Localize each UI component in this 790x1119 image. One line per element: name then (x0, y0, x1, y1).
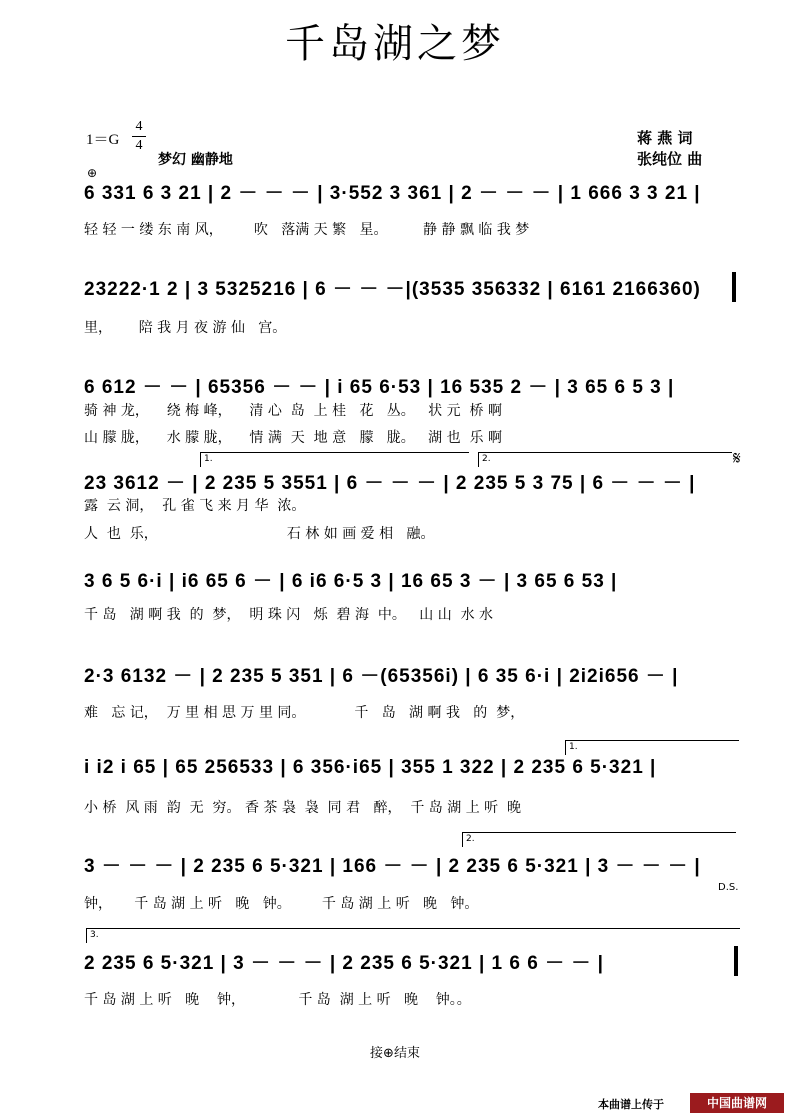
volta-bracket: 3. (86, 928, 740, 943)
notation-line: 23222·1 2 | 3 5325216 | 6 － － －|(3535 356332 | 6161 2166360) (84, 279, 701, 300)
composer-credit: 张纯位 曲 (637, 150, 703, 168)
meter-bottom: 4 (132, 136, 146, 155)
score-row-1 (84, 178, 744, 208)
score-row-5 (84, 566, 744, 596)
repeat-bar (732, 272, 736, 302)
notation-line: 3 － － － | 2 235 6 5·321 | 166 － － | 2 235 6 5·321 | 3 － － － | (84, 856, 701, 877)
key-signature: 1＝G (86, 132, 120, 148)
notation-line: 2 235 6 5·321 | 3 － － － | 2 235 6 5·321 | 1 6 6 － － | (84, 953, 604, 974)
lyric-line: 千 岛 湖 啊 我 的 梦， 明 珠 闪 烁 碧 海 中。 山 山 水 水 (84, 607, 494, 623)
notation-line: 6 612 － － | 65356 － － | i 65 6·53 | 16 535 2 － | 3 65 6 5 3 | (84, 377, 675, 398)
meter-top: 4 (135, 119, 143, 134)
site-logo: 中国曲谱网 (690, 1093, 784, 1113)
notation-line: 3 6 5 6·i | i6 65 6 － | 6 i6 6·5 3 | 16 65 3 － | 3 65 6 53 | (84, 571, 618, 592)
coda-mark: ⊕ (87, 166, 98, 180)
performance-mood: 梦幻 幽静地 (158, 152, 233, 168)
lyric-line: 钟， 千 岛 湖 上 听 晚 钟。 千 岛 湖 上 听 晚 钟。 (84, 896, 479, 912)
final-bar (734, 946, 738, 976)
score-row-7 (84, 757, 744, 787)
ds-mark: D.S. (718, 882, 739, 893)
lyric-line: 骑 神 龙， 绕 梅 峰， 清 心 岛 上 桂 花 丛。 状 元 桥 啊 (84, 403, 502, 419)
score-row-8 (84, 851, 744, 881)
notation-line: i i2 i 65 | 65 256533 | 6 356·i65 | 355 1 322 | 2 235 6 5·321 | (84, 757, 657, 778)
segno-mark: 𝄋 (733, 448, 741, 469)
song-title: 千岛湖之梦 (285, 21, 505, 67)
notation-line: 23 3612 － | 2 235 5 3551 | 6 － － － | 2 235 5 3 75 | 6 － － － | (84, 473, 696, 494)
volta-bracket: 1. (200, 452, 469, 467)
score-row-6 (84, 661, 744, 691)
lyric-line: 难 忘 记， 万 里 相 思 万 里 同。 千 岛 湖 啊 我 的 梦， (84, 705, 525, 721)
volta-bracket: 2. (478, 452, 732, 467)
lyricist-credit: 蒋 燕 词 (637, 129, 693, 147)
lyric-line: 露 云 洞， 孔 雀 飞 来 月 华 浓。 (84, 498, 306, 514)
volta-bracket: 1. (565, 740, 739, 755)
lyric-line: 小 桥 风 雨 韵 无 穷。 香 茶 袅 袅 同 君 醉， 千 岛 湖 上 听 晚 (84, 800, 522, 816)
volta-bracket: 2. (462, 832, 736, 847)
notation-line: 6 331 6 3 21 | 2 － － － | 3·552 3 361 | 2 － － － | 1 666 3 3 21 | (84, 183, 701, 204)
score-row-9 (84, 948, 744, 978)
score-row-4 (84, 468, 744, 498)
notation-line: 2·3 6132 － | 2 235 5 351 | 6 －(65356i) | 6 35 6·i | 2i2i656 － | (84, 666, 679, 687)
lyric-line: 千 岛 湖 上 听 晚 钟， 千 岛 湖 上 听 晚 钟。。 (84, 992, 471, 1008)
lyric-line: 人 也 乐， 石 林 如 画 爱 相 融。 (84, 526, 435, 542)
lyric-line: 轻 轻 一 缕 东 南 风， 吹 落满 天 繁 星。 静 静 飘 临 我 梦 (84, 222, 530, 238)
score-row-2 (84, 274, 744, 304)
lyric-line: 里， 陪 我 月 夜 游 仙 宫。 (84, 320, 287, 336)
score-row-3 (84, 372, 744, 402)
upload-note: 本曲谱上传于 (598, 1098, 664, 1111)
ending-instruction: 接⊕结束 (370, 1046, 420, 1061)
time-signature (132, 118, 146, 155)
lyric-line: 山 朦 胧， 水 朦 胧， 情 满 天 地 意 朦 胧。 湖 也 乐 啊 (84, 430, 502, 446)
